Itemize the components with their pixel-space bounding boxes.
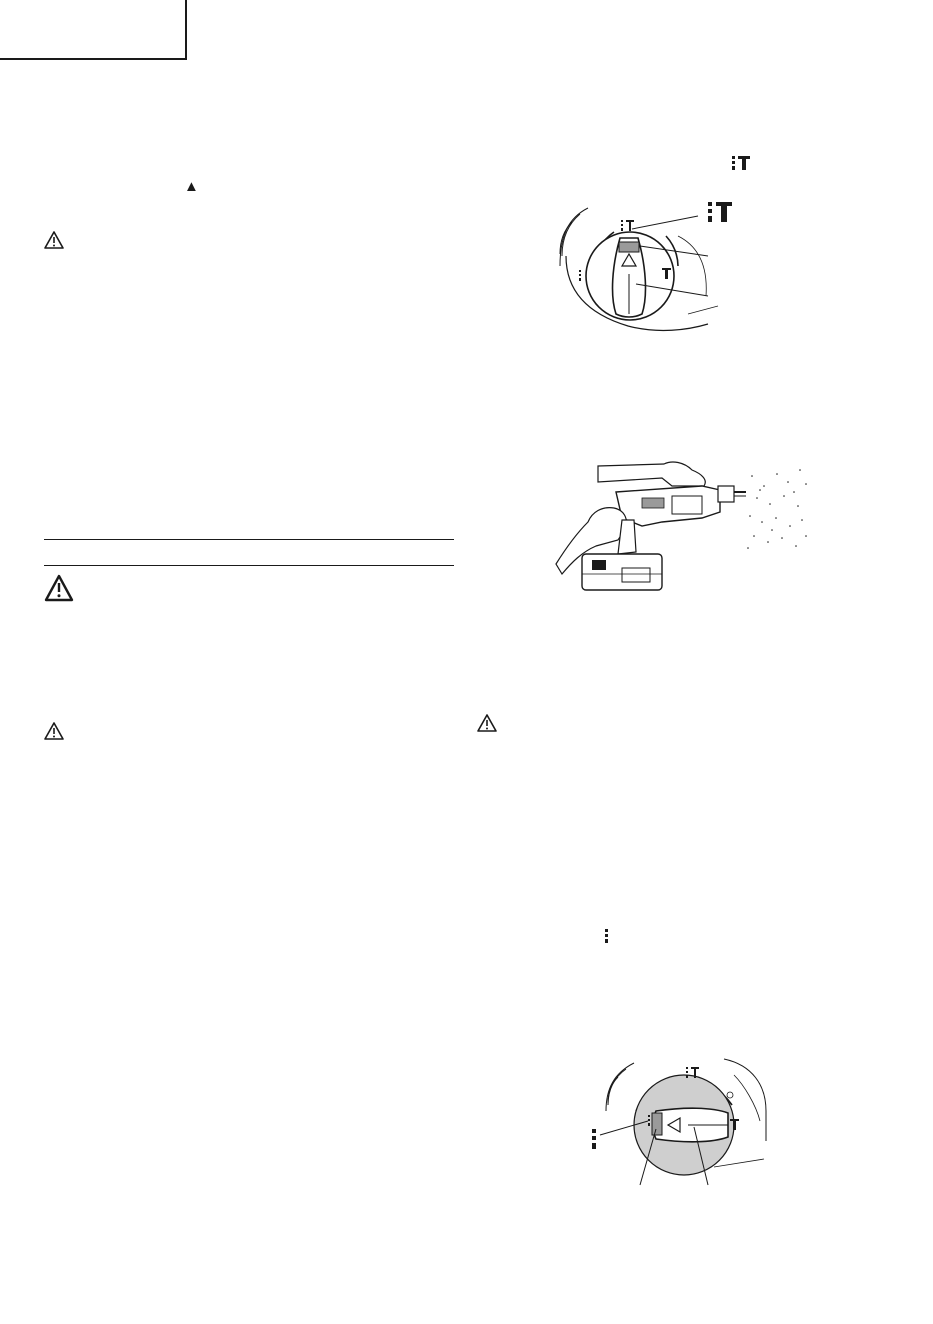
dial-symbol-drill — [579, 270, 581, 281]
marker-triangle: ▲ — [184, 178, 199, 195]
caution-icon-1 — [44, 231, 64, 249]
caution-icon-4 — [477, 714, 497, 732]
figure-mode-dial-hammer-drill — [548, 196, 748, 338]
section-rule-bottom — [44, 565, 454, 566]
caution-icon-3 — [44, 722, 64, 740]
caution-icon-2 — [44, 574, 74, 602]
header-tab-frame — [0, 0, 187, 60]
drill-icon — [604, 928, 610, 944]
figure-holding-rotary-hammer — [552, 456, 812, 598]
hammer-drill-icon — [731, 155, 751, 171]
callout-hammer-drill-icon — [708, 202, 732, 222]
figure-mode-dial-drill — [584, 1055, 774, 1191]
callout-drill-icon — [592, 1129, 596, 1149]
dial-symbol-hammer-drill — [621, 220, 634, 231]
dial-symbol-drill — [648, 1115, 650, 1126]
dust-spray — [747, 469, 807, 549]
section-rule-top — [44, 539, 454, 540]
